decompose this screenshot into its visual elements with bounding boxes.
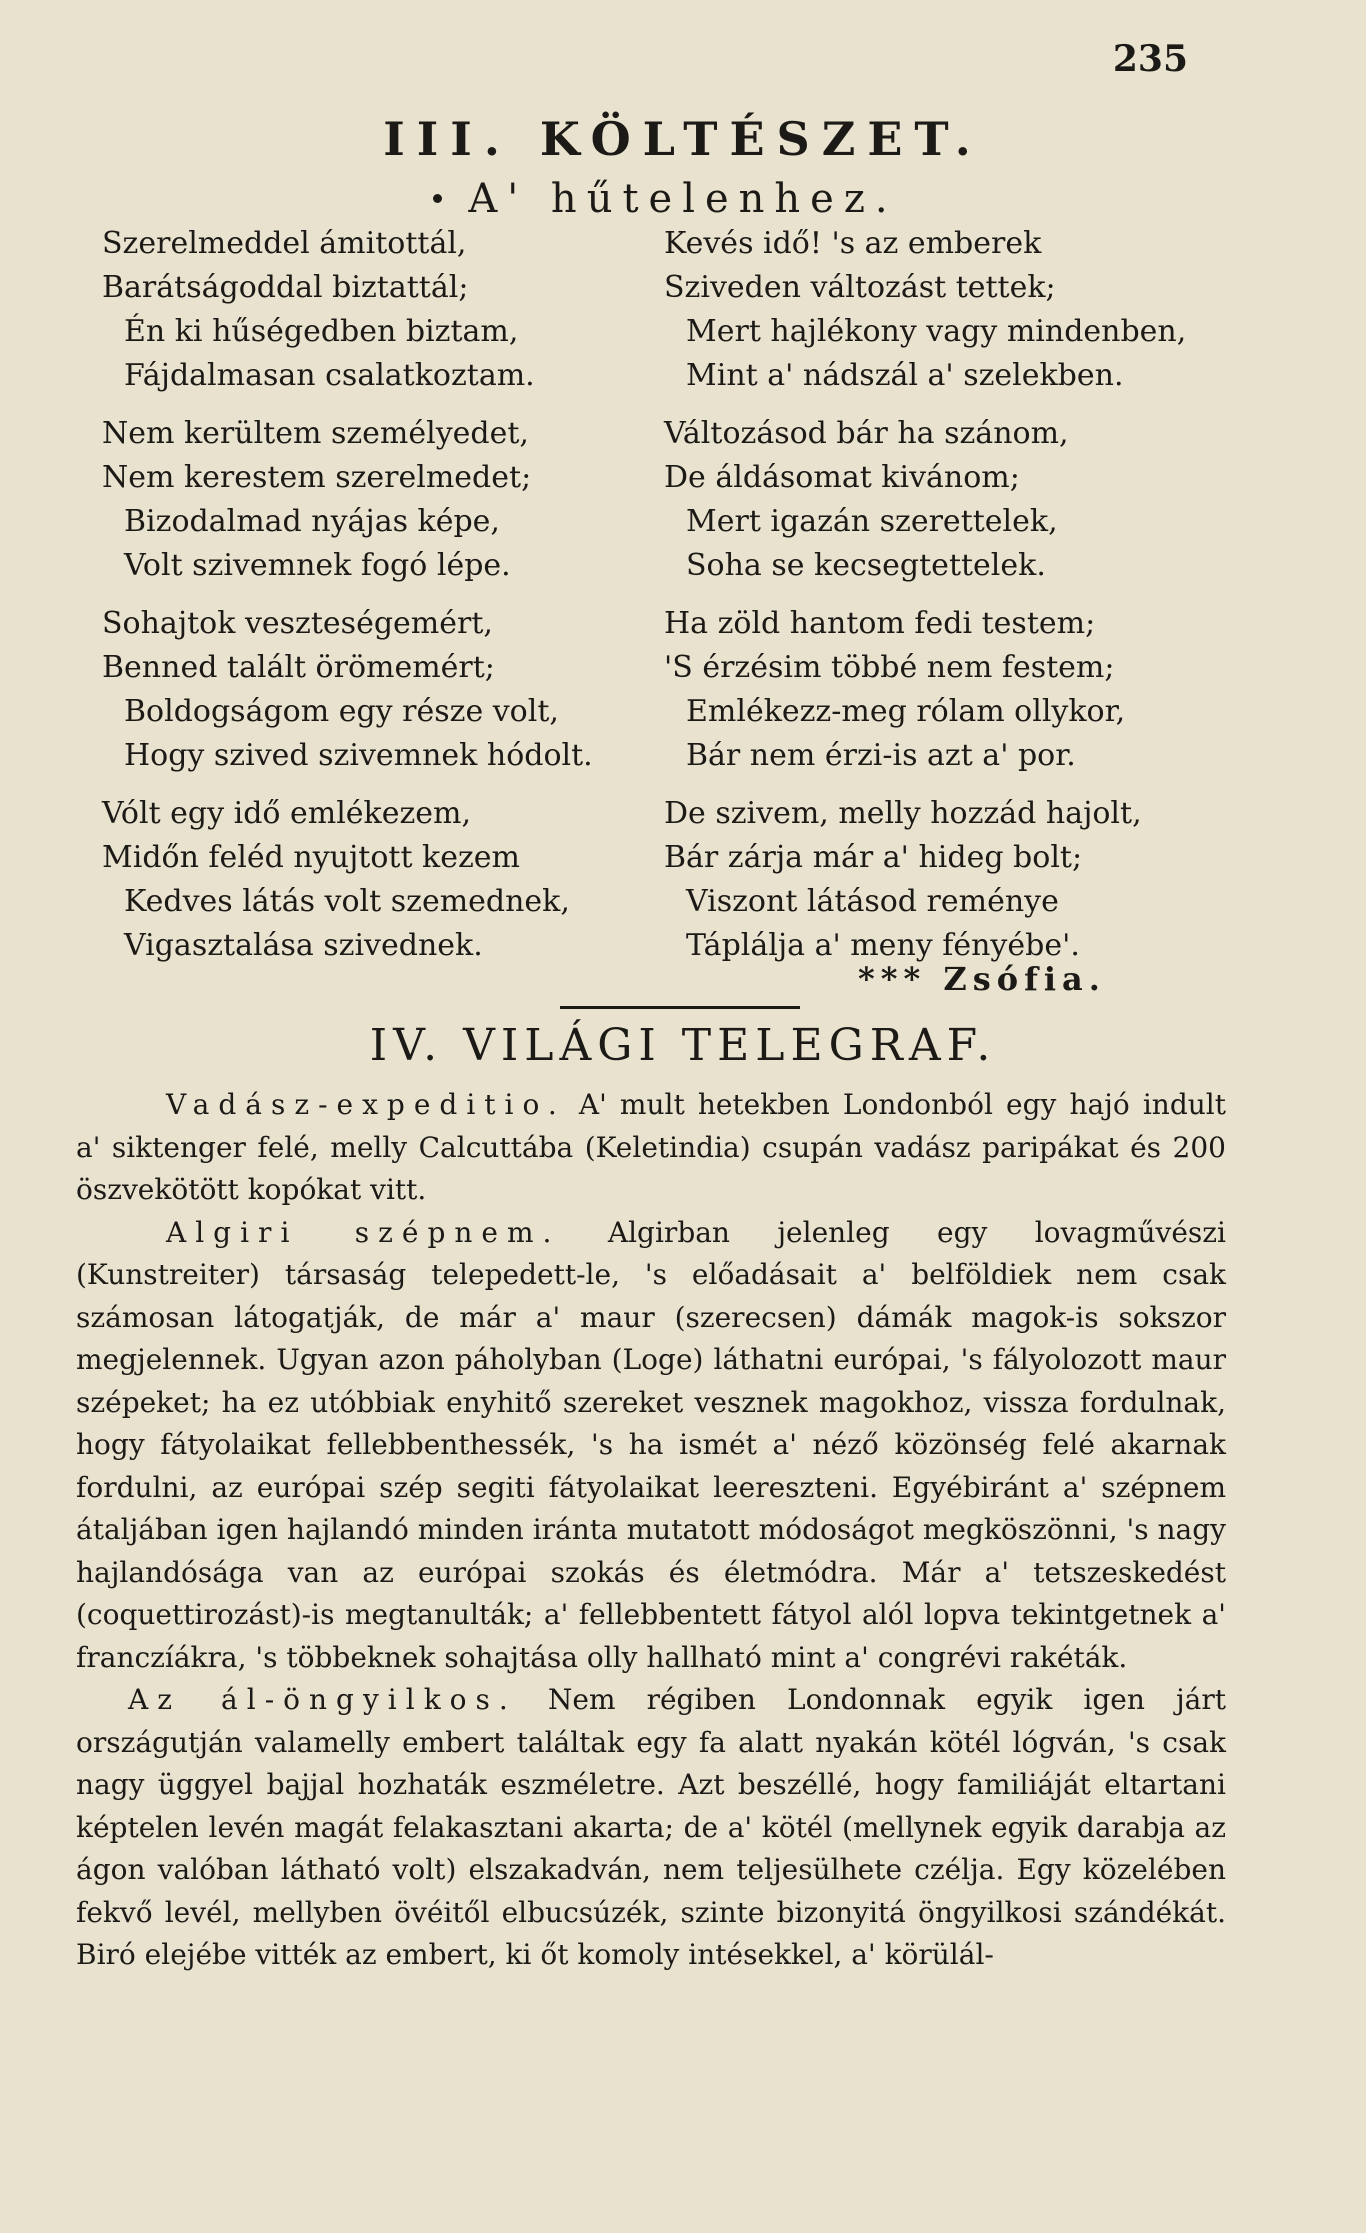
poem-line: Boldogságom egy része volt, (124, 694, 559, 729)
poem-line: Mert igazán szerettelek, (686, 504, 1058, 539)
stanza (664, 602, 1224, 778)
page-number: 235 (1112, 38, 1188, 80)
stanza (102, 602, 662, 778)
poem-line: Soha se kecsegtettelek. (686, 548, 1046, 583)
poem-line: Vólt egy idő emlékezem, (102, 796, 472, 831)
poem-column-right (664, 222, 1224, 982)
poem-line: Nem kerültem személyedet, (102, 416, 529, 451)
section-title-telegraf: IV. VILÁGI TELEGRAF. (369, 1020, 997, 1071)
news-paragraph (76, 1679, 1226, 1977)
poem-line: De szivem, melly hozzád hajolt, (664, 796, 1142, 831)
news-body (76, 1084, 1226, 1977)
poem-line: Szerelmeddel ámitottál, (102, 226, 467, 261)
poem-line: Bizodalmad nyájas képe, (124, 504, 500, 539)
poem-line: Volt szivemnek fogó lépe. (124, 548, 511, 583)
news-lead: Az ál-öngyilkos. (128, 1683, 517, 1716)
news-text: Nem régiben Londonnak egyik igen járt országutján valamelly embert találtak egy fa alatt nyakán kötél lógván, 's csak nagy üggyel bajjal hozhaták eszméletre. Azt beszéllé, hogy familiáját eltartani képtelen levén magát felakasztani akarta; de a' kötél (mellynek egyik darabja az ágon valóban látható volt) elszakadván, nem teljesülhete czélja. Egy közelében fekvő levél, mellyben övéitől elbucsúzék, szinte bizonyitá öngyilkosi szándékát. Biró elejébe vitték az embert, ki őt komoly intésekkel, a' körülál- (76, 1683, 1227, 1971)
poem-line: 'S érzésim többé nem festem; (664, 650, 1115, 685)
poem-line: Változásod bár ha szánom, (664, 416, 1069, 451)
poem-line: Ha zöld hantom fedi testem; (664, 606, 1096, 641)
poem-title: A' hűtelenhez. (468, 176, 898, 222)
poem-column-left (102, 222, 662, 982)
news-lead: Vadász-expeditio. (166, 1088, 566, 1121)
poem-line: Barátságoddal biztattál; (102, 270, 469, 305)
stanza (102, 792, 662, 968)
section-title-poetry: III. KÖLTÉSZET. (383, 112, 983, 166)
news-paragraph (76, 1084, 1226, 1212)
poem-line: De áldásomat kivánom; (664, 460, 1020, 495)
poem-line: Fájdalmasan csalatkoztam. (124, 358, 535, 393)
poem-line: Midőn feléd nyujtott kezem (102, 840, 520, 875)
poem-line: Vigasztalása szivednek. (124, 928, 483, 963)
poem-line: Sohajtok veszteségemért, (102, 606, 493, 641)
poem-line: Viszont látásod reménye (686, 884, 1059, 919)
poem-line: Sziveden változást tettek; (664, 270, 1056, 305)
stanza (664, 412, 1224, 588)
poem-line: Emlékezz-meg rólam ollykor, (686, 694, 1126, 729)
news-text: Algirban jelenleg egy lovagművészi (Kunstreiter) társaság telepedett-le, 's előadásait a' belföldiek nem csak számosan látogatják, de már a' maur (szerecsen) dámák magok-is sokszor megjelennek. Ugyan azon páholyban (Loge) láthatni európai, 's fályolozott maur szépeket; ha ez utóbbiak enyhitő szereket vesznek magokhoz, vissza fordulnak, hogy fátyolaikat fellebbenthessék, 's ha ismét a' néző közönség felé akarnak fordulni, az európai szép segiti fátyolaikat leereszteni. Egyébiránt a' szépnem átaljában igen hajlandó minden iránta mutatott módoságot megköszönni, 's nagy hajlandósága van az európai szokás és életmódra. Már a' tetszeskedést (coquettirozást)-is megtanulták; a' fellebbentett fátyol alól lopva tekintgetnek a' franczíákra, 's többeknek sohajtása olly hallható mint a' congrévi rakéták. (76, 1215, 1227, 1674)
poem-line: Benned talált örömemért; (102, 650, 495, 685)
news-lead: Algiri szépnem. (166, 1215, 561, 1249)
stanza (102, 412, 662, 588)
poem-line: Mint a' nádszál a' szelekben. (686, 358, 1124, 393)
stanza (664, 792, 1224, 968)
poem-line: Bár zárja már a' hideg bolt; (664, 840, 1083, 875)
poem-line: Kedves látás volt szemednek, (124, 884, 570, 919)
poem-line: Táplálja a' meny fényébe'. (686, 928, 1080, 963)
poem-line: Hogy szived szivemnek hódolt. (124, 738, 593, 773)
poem-line: Bár nem érzi-is azt a' por. (686, 738, 1076, 773)
section-divider (560, 1006, 800, 1009)
poem-line: Nem kerestem szerelmedet; (102, 460, 532, 495)
poem-line: Kevés idő! 's az emberek (664, 226, 1042, 261)
stanza (664, 222, 1224, 398)
news-paragraph (76, 1212, 1226, 1680)
poem-line: Én ki hűségedben biztam, (124, 314, 519, 349)
stanza (102, 222, 662, 398)
poem-line: Mert hajlékony vagy mindenben, (686, 314, 1187, 349)
news-text: A' mult hetekben Londonból egy hajó indult a' siktenger felé, melly Calcuttába (Keletindia) csupán vadász paripákat és 200 öszvekötött kopókat vitt. (76, 1088, 1226, 1206)
poem-signature: *** Zsófia. (858, 960, 1106, 998)
